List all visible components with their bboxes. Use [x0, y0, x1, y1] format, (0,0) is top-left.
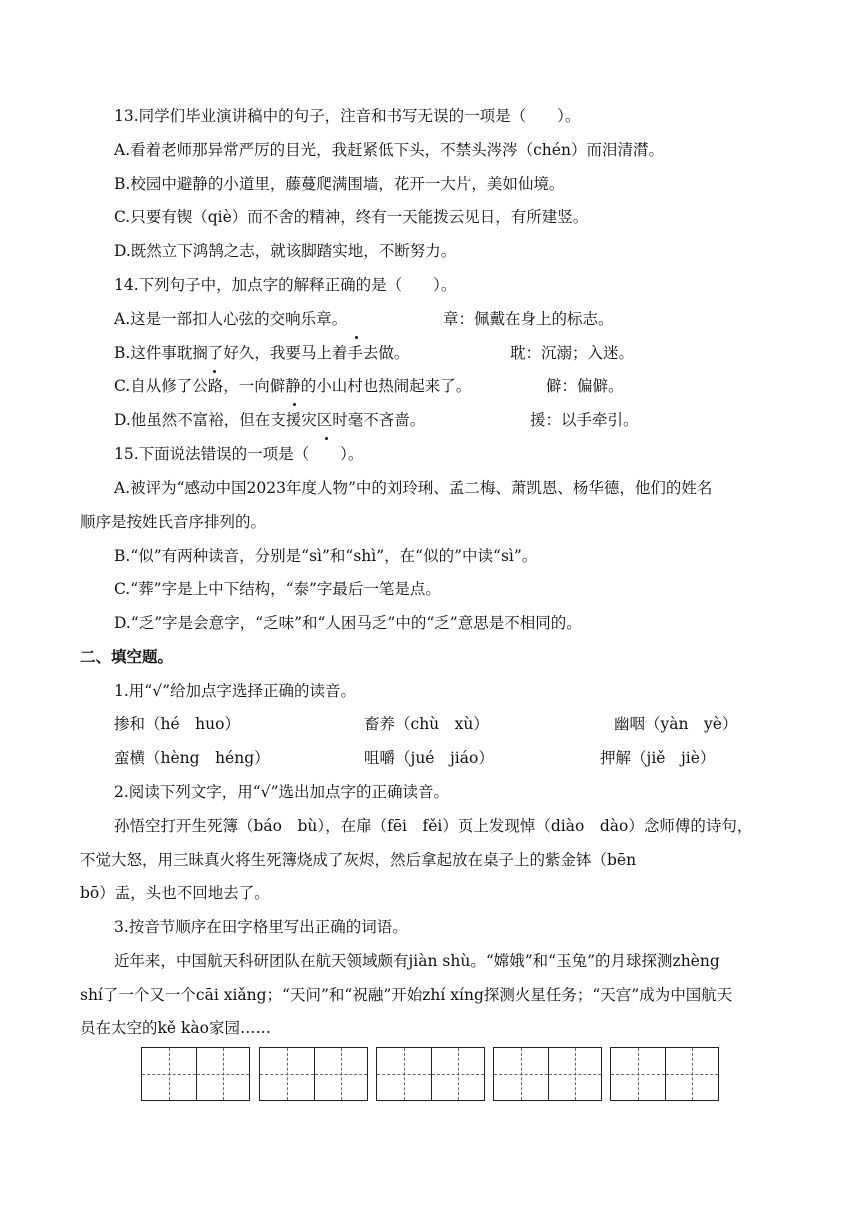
f1-item-word-text: 畜养	[364, 715, 396, 733]
grid-cell[interactable]	[665, 1048, 719, 1100]
q15-stem: 15.下面说法错误的一项是（ ）。	[114, 445, 364, 463]
f1-item-word	[600, 748, 715, 768]
writing-grid-1[interactable]	[141, 1047, 250, 1101]
grid-cell[interactable]	[314, 1048, 368, 1100]
q15-option-d: D.“乏”字是会意字，“乏味”和“人困马乏”中的“乏”意思是不相同的。	[114, 614, 582, 632]
q14-option-d: D.他虽然不富裕，但在支援灾区时毫不吝啬。	[114, 411, 426, 429]
f3-passage-line2: shí了一个又一个cāi xiǎng；“天问”和“祝融”开始zhí xíng探测火星任务；“天宫”成为中国航天	[80, 986, 733, 1004]
grid-cell[interactable]	[377, 1048, 431, 1100]
f1-item-pinyin: （jué jiáo）	[395, 749, 494, 767]
f1-item-word	[114, 748, 270, 768]
grid-cell[interactable]	[548, 1048, 602, 1100]
f1-item-word	[364, 748, 494, 768]
q13-option-c: C.只要有锲（qiè）而不舍的精神，终有一天能拨云见日，有所建竖。	[114, 208, 589, 226]
q13-option-b: B.校园中避静的小道里，藤蔓爬满围墙，花开一大片，美如仙境。	[114, 175, 565, 193]
f2-stem: 2.阅读下列文字，用“√”选出加点字的正确读音。	[114, 783, 450, 801]
f2-passage-line2: 不觉大怒，用三昧真火将生死簿烧成了灰烬，然后拿起放在桌子上的紫金钵（bēn	[80, 851, 637, 869]
grid-cell[interactable]	[611, 1048, 665, 1100]
q15-option-c: C.“葬”字是上中下结构，“泰”字最后一笔是点。	[114, 580, 441, 598]
q13-option-d: D.既然立下鸿鹄之志，就该脚踏实地，不断努力。	[114, 242, 457, 260]
f2-passage-line3: bō）盂，头也不回地去了。	[80, 884, 270, 902]
grid-cell[interactable]	[494, 1048, 548, 1100]
q14-stem: 14.下列句子中，加点字的解释正确的是（ ）。	[114, 276, 457, 294]
f3-passage-line3: 员在太空的kě kào家园……	[80, 1019, 271, 1037]
q14-option-c-explain: 僻：偏僻。	[546, 377, 624, 395]
f1-item-word-text: 蛮横	[114, 749, 146, 767]
writing-grid-4[interactable]	[493, 1047, 602, 1101]
q14-option-b: B.这件事耽搁了好久，我要马上着手去做。	[114, 344, 410, 362]
f1-item-word-text: 咀嚼	[364, 749, 396, 767]
q13-option-a: A.看着老师那异常严厉的目光，我赶紧低下头，不禁头涔涔（chén）而泪清潸。	[114, 141, 664, 159]
grid-cell[interactable]	[142, 1048, 196, 1100]
q14-option-b-explain: 耽：沉溺；入迷。	[510, 344, 635, 362]
f3-stem: 3.按音节顺序在田字格里写出正确的词语。	[114, 918, 408, 936]
f2-passage-line1: 孙悟空打开生死簿（báo bù），在扉（fēi fěi）页上发现悼（diào dào）念师傅的诗句，	[114, 817, 753, 835]
writing-grid-5[interactable]	[610, 1047, 719, 1101]
f1-item-pinyin: （chù xù）	[395, 715, 489, 733]
f1-item-pinyin: （jiě jiè）	[631, 749, 716, 767]
f1-item-word-text: 掺和	[114, 715, 146, 733]
q15-option-a-line2: 顺序是按姓氏音序排列的。	[80, 513, 267, 531]
writing-grid-2[interactable]	[259, 1047, 368, 1101]
q13-stem: 13.同学们毕业演讲稿中的句子，注音和书写无误的一项是（ ）。	[114, 107, 581, 125]
f1-stem: 1.用“√”给加点字选择正确的读音。	[114, 682, 357, 700]
grid-cell[interactable]	[260, 1048, 314, 1100]
q14-option-a-explain: 章：佩戴在身上的标志。	[443, 310, 614, 328]
writing-grid-3[interactable]	[376, 1047, 485, 1101]
f1-item-word-text: 押解	[600, 749, 632, 767]
q14-option-c: C.自从修了公路，一向僻静的小山村也热闹起来了。	[114, 377, 472, 395]
section-heading: 二、填空题。	[80, 648, 174, 666]
f3-passage-line1: 近年来，中国航天科研团队在航天领域颇有jiàn shù。“嫦娥”和“玉兔”的月球探测zhèng	[114, 952, 720, 970]
grid-cell[interactable]	[431, 1048, 485, 1100]
q15-option-b: B.“似”有两种读音，分别是“sì”和“shì”，在“似的”中读“sì”。	[114, 547, 538, 565]
f1-item-word	[364, 714, 489, 734]
f1-item-word	[114, 714, 240, 734]
f1-item-pinyin: （hé huo）	[145, 715, 240, 733]
f1-item-word	[614, 714, 737, 734]
q14-option-d-explain: 援：以手牵引。	[530, 411, 639, 429]
q14-option-a: A.这是一部扣人心弦的交响乐章。	[114, 310, 348, 328]
f1-item-word-text: 幽咽	[614, 715, 646, 733]
grid-cell[interactable]	[196, 1048, 250, 1100]
q15-option-a-line1: A.被评为“感动中国2023年度人物”中的刘玲琍、孟二梅、萧凯恩、杨华德，他们的姓名	[114, 479, 713, 497]
f1-item-pinyin: （yàn yè）	[645, 715, 738, 733]
f1-item-pinyin: （hèng héng）	[145, 749, 270, 767]
